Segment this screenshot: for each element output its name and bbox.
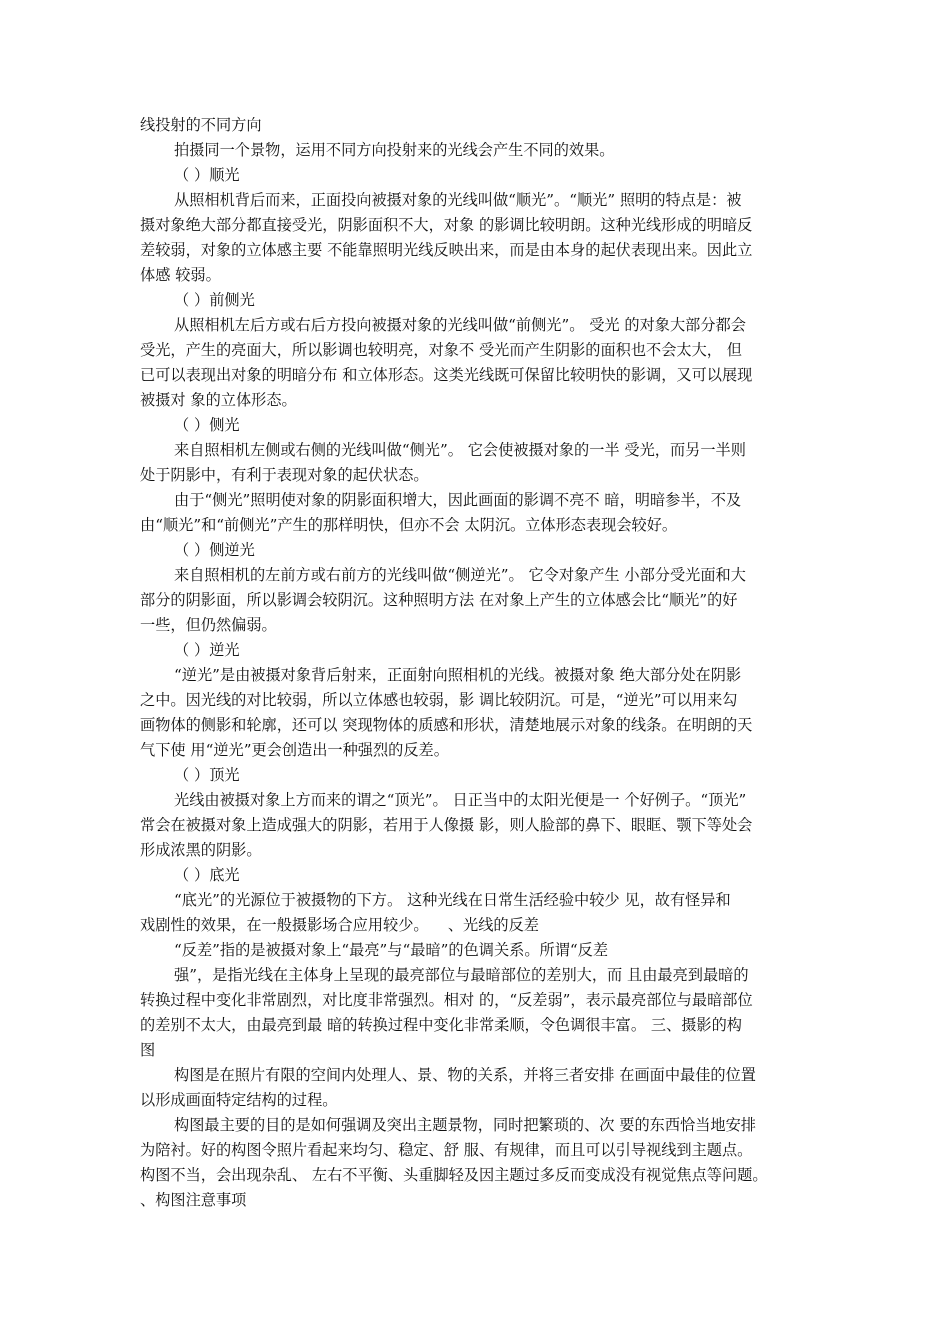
text-line: 画物体的侧影和轮廓，还可以 突现物体的质感和形状，清楚地展示对象的线条。在明朗的天 bbox=[140, 716, 753, 734]
paragraph-line: 拍摄同一个景物，运用不同方向投射来的光线会产生不同的效果。 bbox=[174, 141, 615, 159]
text-line: 的差别不太大，由最亮到最 暗的转换过程中变化非常柔顺，令色调很丰富。 三、摄影的构 bbox=[140, 1016, 742, 1034]
text-line: 构图不当，会出现杂乱、 左右不平衡、头重脚轻及因主题过多反而变成没有视觉焦点等问题。 bbox=[140, 1166, 768, 1184]
paragraph-line: 由于“侧光”照明使对象的阴影面积增大，因此画面的影调不亮不 暗，明暗参半，不及 bbox=[174, 491, 742, 509]
section-heading: （ ）前侧光 bbox=[174, 291, 255, 309]
paragraph-line: 从照相机背后而来，正面投向被摄对象的光线叫做“顺光”。“顺光” 照明的特点是：被 bbox=[174, 191, 742, 209]
text-line: 线投射的不同方向 bbox=[140, 116, 262, 134]
paragraph-line: 构图最主要的目的是如何强调及突出主题景物，同时把繁琐的、次 要的东西恰当地安排 bbox=[174, 1116, 756, 1134]
text-line: 部分的阴影面，所以影调会较阴沉。这种照明方法 在对象上产生的立体感会比“顺光”的好 bbox=[140, 591, 738, 609]
text-line: 为陪衬。好的构图令照片看起来均匀、稳定、舒 服、有规律，而且可以引导视线到主题点。 bbox=[140, 1141, 753, 1159]
paragraph-line: “反差”指的是被摄对象上“最亮”与“最暗”的色调关系。所谓“反差 bbox=[174, 941, 609, 959]
text-line: 被摄对 象的立体形态。 bbox=[140, 391, 297, 409]
paragraph-line: “底光”的光源位于被摄物的下方。 这种光线在日常生活经验中较少 见，故有怪异和 bbox=[174, 891, 731, 909]
text-line: 处于阴影中，有利于表现对象的起伏状态。 bbox=[140, 466, 429, 484]
section-heading: （ ）底光 bbox=[174, 866, 240, 884]
paragraph-line: 来自照相机的左前方或右前方的光线叫做“侧逆光”。 它令对象产生 小部分受光面和大 bbox=[174, 566, 746, 584]
paragraph-line: 构图是在照片有限的空间内处理人、景、物的关系，并将三者安排 在画面中最佳的位置 bbox=[174, 1066, 756, 1084]
text-line: 常会在被摄对象上造成强大的阴影，若用于人像摄 影，则人脸部的鼻下、眼眶、颚下等处会 bbox=[140, 816, 753, 834]
text-line: 之中。因光线的对比较弱，所以立体感也较弱，影 调比较阴沉。可是，“逆光”可以用来勾 bbox=[140, 691, 738, 709]
text-line: 图 bbox=[140, 1041, 156, 1059]
text-line: 戏剧性的效果，在一般摄影场合应用较少。 、光线的反差 bbox=[140, 916, 539, 934]
paragraph-line: 从照相机左后方或右后方投向被摄对象的光线叫做“前侧光”。 受光 的对象大部分都会 bbox=[174, 316, 746, 334]
text-line: 一些，但仍然偏弱。 bbox=[140, 616, 277, 634]
section-heading: （ ）顺光 bbox=[174, 166, 240, 184]
paragraph-line: 来自照相机左侧或右侧的光线叫做“侧光”。 它会使被摄对象的一半 受光，而另一半则 bbox=[174, 441, 746, 459]
text-line: 已可以表现出对象的明暗分布 和立体形态。这类光线既可保留比较明快的影调，又可以展现 bbox=[140, 366, 753, 384]
paragraph-line: “逆光”是由被摄对象背后射来，正面射向照相机的光线。被摄对象 绝大部分处在阴影 bbox=[174, 666, 742, 684]
text-line: 摄对象绝大部分都直接受光，阴影面积不大，对象 的影调比较明朗。这种光线形成的明暗反 bbox=[140, 216, 753, 234]
paragraph-line: 强”，是指光线在主体身上呈现的最亮部位与最暗部位的差别大，而 且由最亮到最暗的 bbox=[174, 966, 749, 984]
text-line: 形成浓黑的阴影。 bbox=[140, 841, 262, 859]
section-heading: （ ）顶光 bbox=[174, 766, 240, 784]
text-line: 体感 较弱。 bbox=[140, 266, 221, 284]
text-line: 气下使 用“逆光”更会创造出一种强烈的反差。 bbox=[140, 741, 449, 759]
text-line: 转换过程中变化非常剧烈，对比度非常强烈。相对 的，“反差弱”，表示最亮部位与最暗部位 bbox=[140, 991, 753, 1009]
text-line: 受光，产生的亮面大，所以影调也较明亮，对象不 受光而产生阴影的面积也不会太大， 但 bbox=[140, 341, 742, 359]
paragraph-line: 光线由被摄对象上方而来的谓之“顶光”。 日正当中的太阳光便是一 个好例子。“顶光” bbox=[174, 791, 747, 809]
text-line: 、构图注意事项 bbox=[140, 1191, 247, 1209]
text-line: 由“顺光”和“前侧光”产生的那样明快，但亦不会 太阴沉。立体形态表现会较好。 bbox=[140, 516, 678, 534]
text-line: 差较弱，对象的立体感主要 不能靠照明光线反映出来，而是由本身的起伏表现出来。因此立 bbox=[140, 241, 753, 259]
section-heading: （ ）侧逆光 bbox=[174, 541, 255, 559]
section-heading: （ ）逆光 bbox=[174, 641, 240, 659]
section-heading: （ ）侧光 bbox=[174, 416, 240, 434]
text-line: 以形成画面特定结构的过程。 bbox=[140, 1091, 338, 1109]
